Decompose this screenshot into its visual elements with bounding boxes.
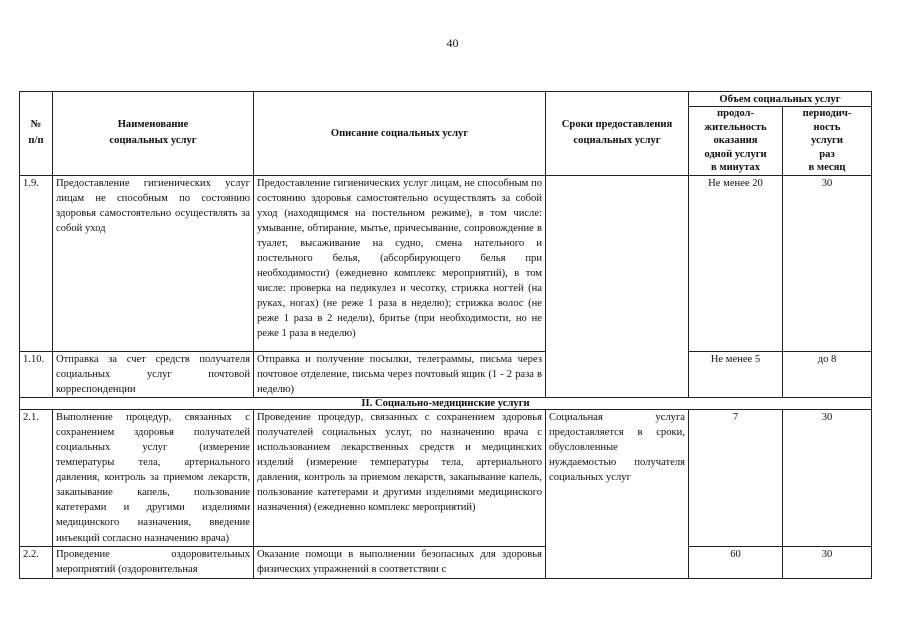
page-number: 40 (446, 36, 459, 50)
row-name: Выполнение процедур, связанных с сохранением здоровья получателей социальных услуг (измерение температуры тела, артериального давления, контроль за приемом лекарств, закапывание капель, пользование катетерами и другими изделиями медицинского назначения, введение инъекций согласно назначению врача) (53, 409, 254, 546)
row-num: 1.10. (20, 351, 53, 397)
header-terms: Сроки предоставления социальных услуг (546, 92, 689, 176)
row-frequency: 30 (783, 409, 872, 546)
header-description: Описание социальных услуг (254, 92, 546, 176)
row-num: 2.1. (20, 409, 53, 546)
header-num: № п/п (20, 92, 53, 176)
row-duration: Не менее 20 (689, 175, 783, 351)
table-row (20, 351, 872, 397)
row-description: Предоставление гигиенических услуг лицам, не способным по состоянию здоровья самостоятельно осуществлять за собой уход (находящимся на постельном режиме), в том числе: умывание, обтирание, мытье, причесывание, сопровождение в туалет, высаживание на судно, смена нательного и постельного белья, (абсорбирующего белья при необходимости) (ежедневно комплекс мероприятий), в том числе: проверка на педикулез и чесотку, стрижка ногтей (на руках, ногах) (не реже 1 раза в неделю); стрижка волос (не реже 1 раза в 2 недели), бритье (при необходимости, но не реже 1 раза в неделю) (254, 175, 546, 351)
row-frequency: до 8 (783, 351, 872, 397)
row-frequency: 30 (783, 175, 872, 351)
row-duration: 7 (689, 409, 783, 546)
header-volume: Объем социальных услуг (689, 92, 872, 107)
row-num: 2.2. (20, 546, 53, 578)
row-num: 1.9. (20, 175, 53, 351)
row-name: Проведение оздоровительных мероприятий (оздоровительная (53, 546, 254, 578)
row-duration: Не менее 5 (689, 351, 783, 397)
row-duration: 60 (689, 546, 783, 578)
header-duration: продол- жительность оказания одной услуги в минутах (689, 107, 783, 176)
row-description: Проведение процедур, связанных с сохранением здоровья получателей социальных услуг, по назначению врача с использованием лекарственных средств и медицинских изделий (измерение температуры тела, артериального давления, контроль за приемом лекарств, закапывание капель, пользование катетерами и другими изделиями медицинского назначения) (ежедневно комплекс мероприятий) (254, 409, 546, 546)
header-row-top (20, 92, 872, 107)
row-terms: Социальная услуга предоставляется в сроки, обусловленные нуждаемостью получателя социальных услуг (546, 409, 689, 578)
row-description: Оказание помощи в выполнении безопасных для здоровья физических упражнений в соответствии с (254, 546, 546, 578)
row-frequency: 30 (783, 546, 872, 578)
row-name: Предоставление гигиенических услуг лицам не способным по состоянию здоровья самостоятельно осуществлять за собой уход (53, 175, 254, 351)
table-row (20, 546, 872, 578)
row-name: Отправка за счет средств получателя социальных услуг почтовой корреспонденции (53, 351, 254, 397)
row-terms-empty (546, 175, 689, 397)
section-row (20, 397, 872, 409)
header-frequency: периодич- ность услуги раз в месяц (783, 107, 872, 176)
section-title: II. Социально-медицинские услуги (20, 397, 872, 409)
header-name: Наименование социальных услуг (53, 92, 254, 176)
table-row (20, 409, 872, 546)
table-row (20, 175, 872, 351)
social-services-table (19, 91, 872, 579)
row-description: Отправка и получение посылки, телеграммы, письма через почтовое отделение, письма через почтовый ящик (1 - 2 раза в неделю) (254, 351, 546, 397)
